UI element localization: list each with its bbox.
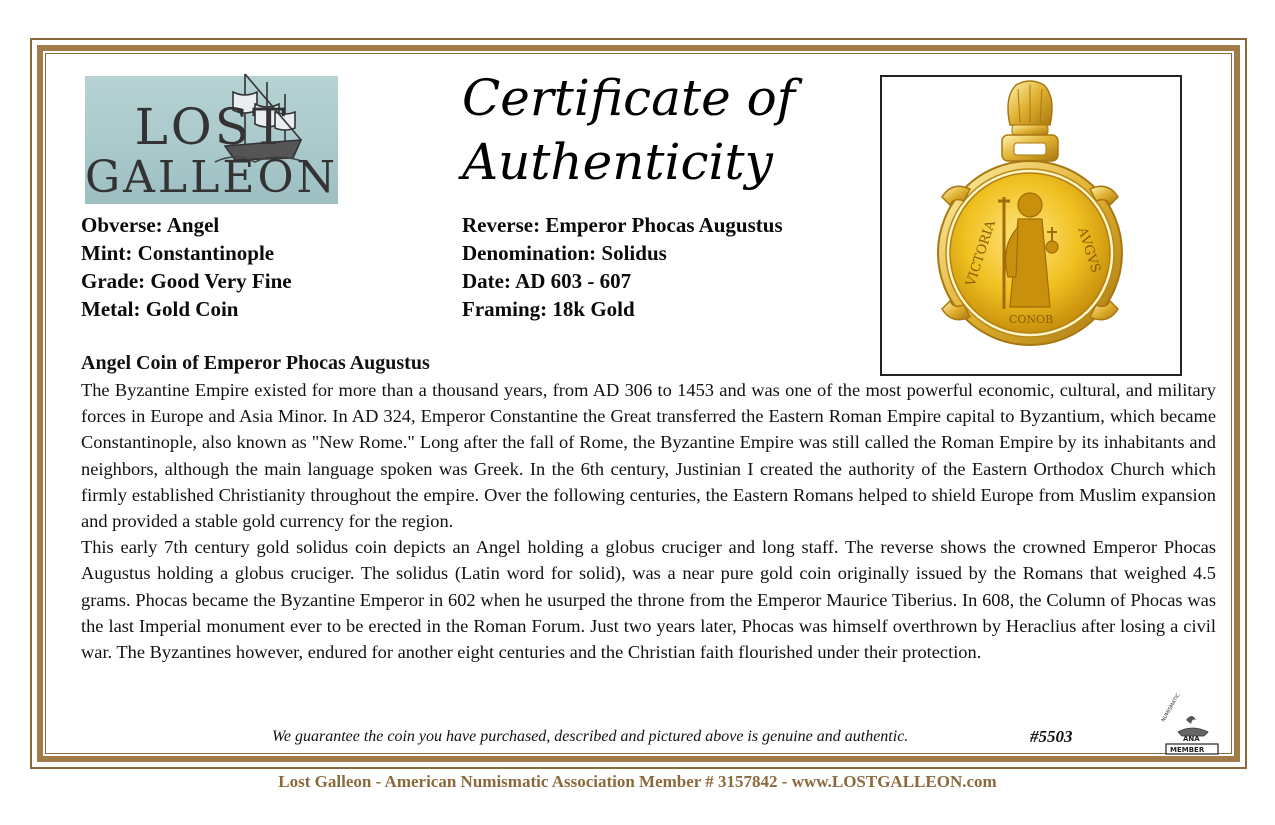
spec-denomination: Denomination: Solidus <box>462 241 667 265</box>
coin-exergue: CONOB <box>1009 313 1054 326</box>
logo-lost-text: LOST <box>134 98 289 156</box>
description-paragraph-coin: This early 7th century gold solidus coin depicts an Angel holding a globus cruciger and long staff. The reverse shows the crowned Emperor Phocas Augustus holding a globus cruciger. The solidus (Latin word for solid), was a near pure gold coin originally issued by the Romans that weighed 4.5 grams. Phocas became the Byzantine Emperor in 602 when he usurped the throne from the Emperor Maurice Tiberius. In 608, the Column of Phocas was the last Imperial monument ever to be erected in the Roman Forum. Just two years later, Phocas was himself overthrown by Heraclius after losing a civil war. The Byzantines however, endured for another eight centuries and the Christian faith flourished under their protection. <box>81 537 1216 663</box>
ana-badge-top: ANA <box>1183 735 1200 743</box>
title-line-2: Authenticity <box>462 133 773 191</box>
coin-legend-left: VICTORIA <box>963 218 999 289</box>
ana-arc-text: NUMISMATIC <box>1160 692 1182 723</box>
spec-date: Date: AD 603 - 607 <box>462 269 632 293</box>
spec-metal: Metal: Gold Coin <box>81 297 239 321</box>
certificate-number: #5503 <box>1030 727 1073 746</box>
spec-reverse: Reverse: Emperor Phocas Augustus <box>462 213 783 237</box>
footer-membership-line: Lost Galleon - American Numismatic Association Member # 3157842 - www.LOSTGALLEON.com <box>278 772 997 791</box>
specs-right <box>462 211 783 323</box>
description-paragraph-history: The Byzantine Empire existed for more than a thousand years, from AD 306 to 1453 and was one of the most powerful economic, cultural, and military forces in Europe and Asia Minor. In AD 324, Emperor Constantine the Great transferred the Eastern Roman Empire capital to Byzantium, which became Constantinople, also known as "New Rome." Long after the fall of Rome, the Byzantine Empire was still called the Roman Empire by its inhabitants and neighbors, although the main language spoken was Greek. In the 6th century, Justinian I created the authority of the Eastern Orthodox Church which firmly established Christianity throughout the empire. Over the following centuries, the Eastern Romans helped to shield Europe from Muslim expansion and provided a stable gold currency for the region. <box>81 380 1216 532</box>
title-line-1: Certificate of <box>462 69 796 127</box>
ana-badge-bottom: MEMBER <box>1170 746 1205 754</box>
lost-galleon-logo <box>85 76 338 204</box>
guarantee-statement: We guarantee the coin you have purchased, described and pictured above is genuine and authentic. <box>272 728 909 745</box>
spec-mint: Mint: Constantinople <box>81 241 275 265</box>
spec-framing: Framing: 18k Gold <box>462 297 635 321</box>
description-heading: Angel Coin of Emperor Phocas Augustus <box>81 352 430 374</box>
spec-obverse: Obverse: Angel <box>81 213 220 237</box>
coin-legend-right: AVGVS <box>1074 225 1103 275</box>
description-body <box>81 377 1216 665</box>
spec-grade: Grade: Good Very Fine <box>81 269 292 293</box>
coin-pendant-image <box>880 75 1182 376</box>
logo-galleon-text: GALLEON <box>85 152 339 203</box>
certificate-title <box>462 66 822 194</box>
ana-member-badge-icon <box>1158 692 1224 756</box>
specs-left <box>81 211 292 323</box>
gold-pendant-illustration <box>882 77 1180 374</box>
